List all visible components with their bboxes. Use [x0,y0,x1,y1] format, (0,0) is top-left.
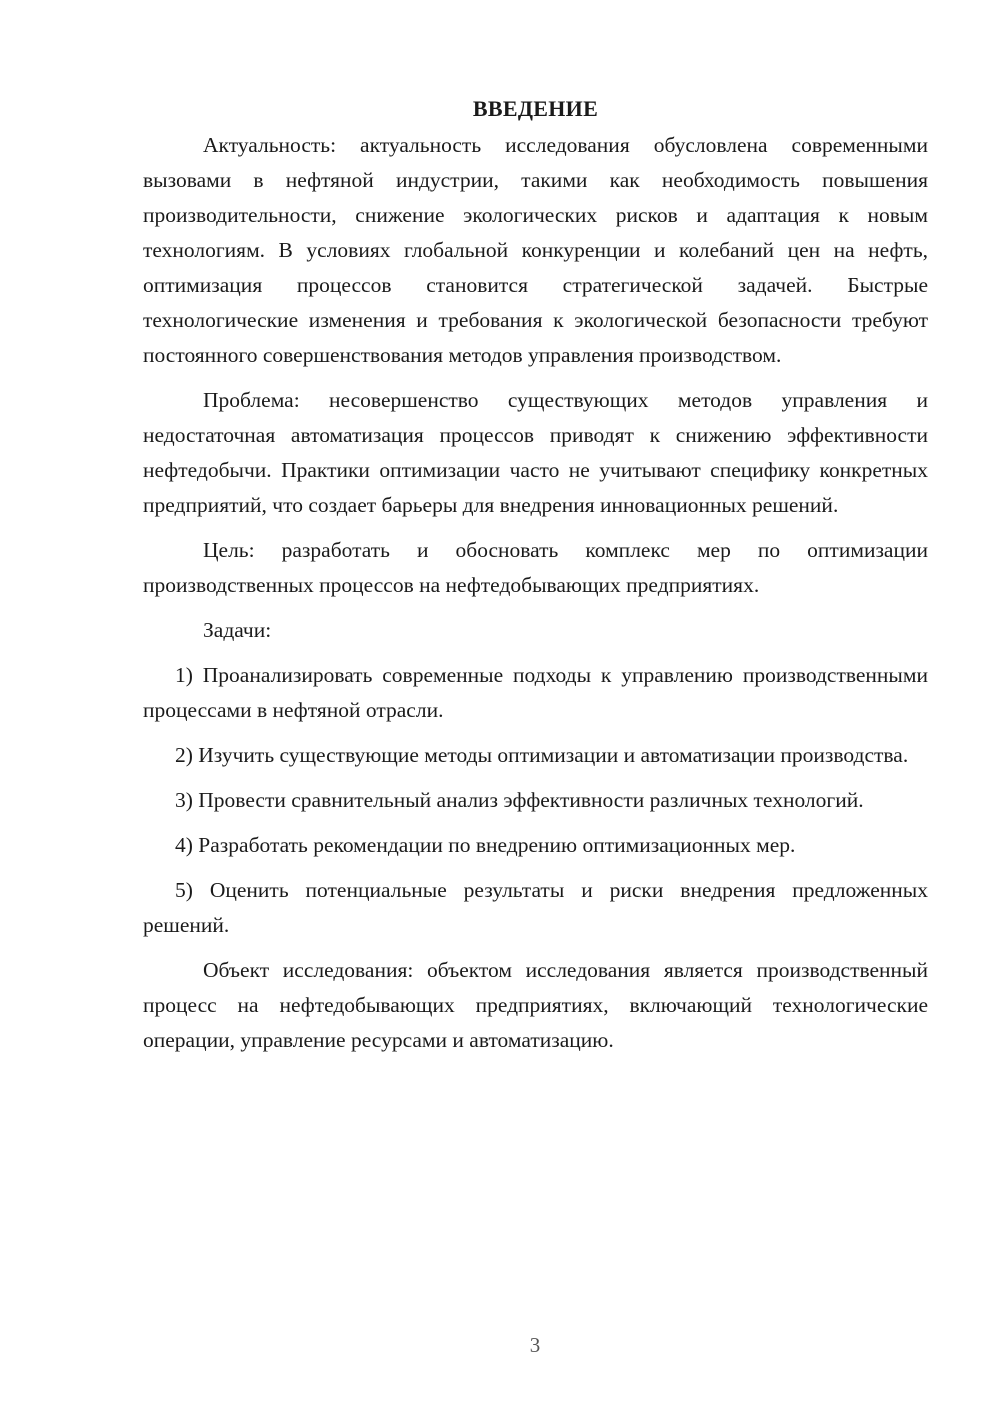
object-paragraph: Объект исследования: объектом исследования является производственный процесс на нефтедобывающих предприятиях, включающий технологические операции, управление ресурсами и автоматизацию. [143,958,928,1052]
page-number: 3 [529,1333,541,1357]
task-item-4: 4) Разработать рекомендации по внедрению оптимизационных мер. [175,833,796,857]
document-page [143,92,928,1068]
goal-paragraph: Цель: разработать и обосновать комплекс мер по оптимизации производственных процессов на нефтедобывающих предприятиях. [143,538,928,597]
task-item-5: 5) Оценить потенциальные результаты и риски внедрения предложенных решений. [143,878,928,937]
section-title: ВВЕДЕНИЕ [472,96,599,121]
task-item-1: 1) Проанализировать современные подходы к управлению производственными процессами в нефтяной отрасли. [143,663,928,722]
problem-paragraph: Проблема: несовершенство существующих методов управления и недостаточная автоматизация процессов приводят к снижению эффективности нефтедобычи. Практики оптимизации часто не учитывают специфику конкретных предприятий, что создает барьеры для внедрения инновационных решений. [143,388,928,517]
task-item-2: 2) Изучить существующие методы оптимизации и автоматизации производства. [175,743,909,767]
relevance-paragraph: Актуальность: актуальность исследования обусловлена современными вызовами в нефтяной индустрии, такими как необходимость повышения производительности, снижение экологических рисков и адаптация к новым технологиям. В условиях глобальной конкуренции и колебаний цен на нефть, оптимизация процессов становится стратегической задачей. Быстрые технологические изменения и требования к экологической безопасности требуют постоянного совершенствования методов управления производством. [143,133,928,367]
task-item-3: 3) Провести сравнительный анализ эффективности различных технологий. [175,788,864,812]
tasks-heading: Задачи: [203,618,272,642]
